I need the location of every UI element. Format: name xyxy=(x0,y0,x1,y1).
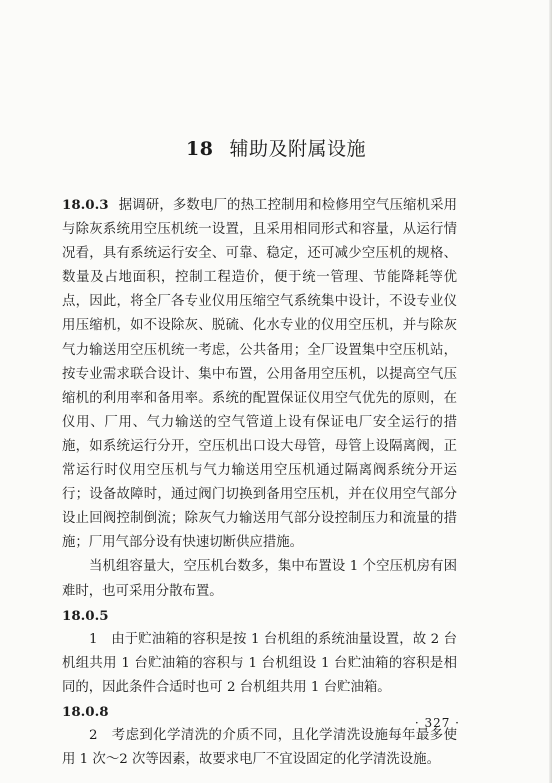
clause-18-0-3-paragraph xyxy=(62,193,457,555)
clause-number: 18.0.3 xyxy=(62,197,109,213)
chapter-number: 18 xyxy=(186,138,214,160)
list-item: 1 由于贮油箱的容积是按 1 台机组的系统油量设置，故 2 台机组共用 1 台贮油箱的容积与 1 台机组设 1 台贮油箱的容积是相同的，因此条件合适时也可 2 台机组共用 1 台贮油箱。 xyxy=(62,631,457,695)
paragraph-text: 据调研，多数电厂的热工控制用和检修用空气压缩机采用与除灰系统用空压机统一设置，且采用相同形式和容量，从运行情况看，具有系统运行安全、可靠、稳定，还可减少空压机的规格、数量及占地面积，控制工程造价，便于统一管理、节能降耗等优点，因此，将全厂各专业仪用压缩空气系统集中设计，不设专业仪用压缩机，如不设除灰、脱硫、化水专业的仪用空压机，并与除灰气力输送用空压机统一考虑，公共备用；全厂设置集中空压机站，按专业需求联合设计、集中布置，公用备用空压机，以提高空气压缩机的利用率和备用率。系统的配置保证仪用空气优先的原则，在仪用、厂用、气力输送的空气管道上设有保证电厂安全运行的措施，如系统运行分开，空压机出口设大母管，母管上设隔离阀，正常运行时仪用空压机与气力输送用空压机通过隔离阀系统分开运行；设备故障时，通过阀门切换到备用空压机，并在仪用空气部分设止回阀控制倒流；除灰气力输送用气部分设控制压力和流量的措施；厂用气部分设有快速切断供应措施。 xyxy=(62,198,457,551)
chapter-title: 辅助及附属设施 xyxy=(229,138,366,160)
chapter-heading xyxy=(0,134,552,161)
body-text xyxy=(62,193,457,772)
clause-number: 18.0.8 xyxy=(62,703,109,720)
list-item: 2 考虑到化学清洗的介质不同，且化学清洗设施每年最多使用 1 次～2 次等因素，故要求电厂不宜设固定的化学清洗设施。 xyxy=(62,728,457,768)
clause-number: 18.0.5 xyxy=(62,607,109,624)
paragraph-text: 当机组容量大，空压机台数多，集中布置设 1 个空压机房有困难时，也可采用分散布置。 xyxy=(62,559,457,599)
page-number: · 327 · xyxy=(414,716,460,730)
